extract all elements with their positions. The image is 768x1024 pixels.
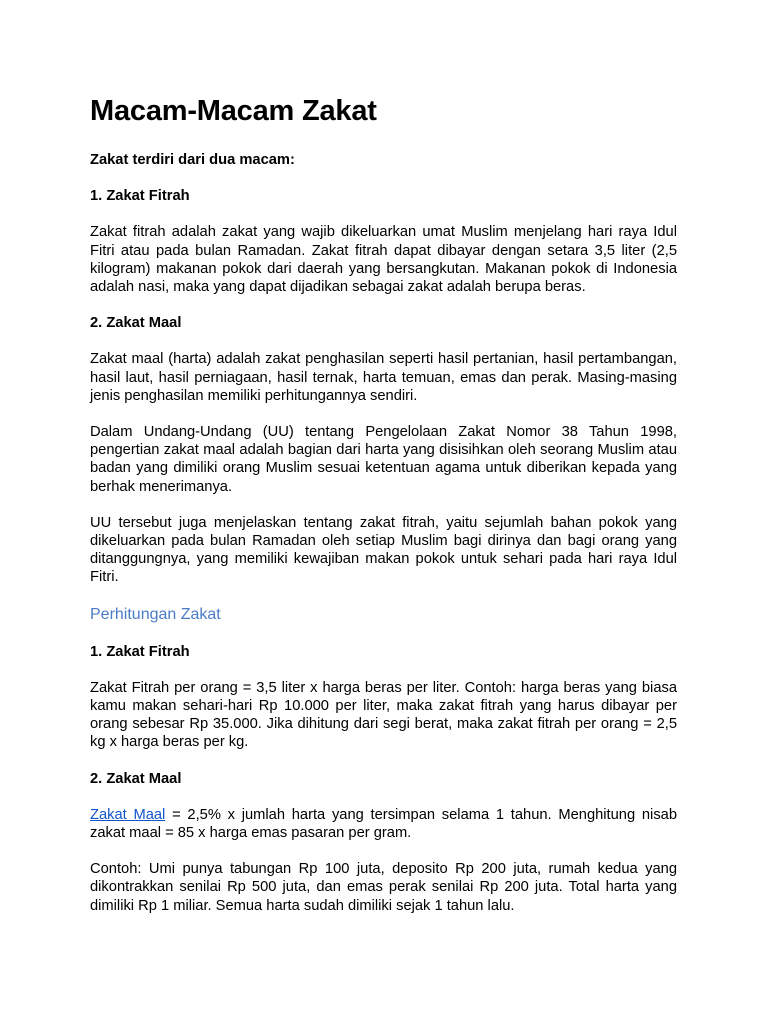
- section-heading-perhitungan: Perhitungan Zakat: [90, 605, 221, 623]
- calc-heading-zakat-fitrah: 1. Zakat Fitrah: [90, 643, 190, 660]
- document-title: Macam-Macam Zakat: [90, 95, 377, 127]
- calc-example-paragraph: Contoh: Umi punya tabungan Rp 100 juta, deposito Rp 200 juta, rumah kedua yang dikontrakkan senilai Rp 500 juta, dan emas perak senilai Rp 200 juta. Total harta yang dimiliki Rp 1 miliar. Semua harta sudah dimiliki sejak 1 tahun lalu.: [90, 861, 677, 914]
- zakat-maal-link[interactable]: Zakat Maal: [90, 806, 166, 823]
- paragraph-zakat-maal-law: Dalam Undang-Undang (UU) tentang Pengelolaan Zakat Nomor 38 Tahun 1998, pengertian zakat maal adalah bagian dari harta yang disisihkan oleh seorang Muslim atau badan yang dimiliki orang Muslim sesuai ketentuan agama untuk diberikan kepada yang berhak menerimanya.: [90, 424, 677, 495]
- paragraph-zakat-fitrah-law: UU tersebut juga menjelaskan tentang zakat fitrah, yaitu sejumlah bahan pokok yang dikeluarkan pada bulan Ramadan oleh setiap Muslim bagi dirinya dan bagi orang yang ditanggungnya, yang memiliki kewajiban makan pokok untuk sehari pada hari raya Idul Fitri.: [90, 514, 677, 586]
- paragraph-zakat-maal-definition: Zakat maal (harta) adalah zakat penghasilan seperti hasil pertanian, hasil pertambangan, hasil laut, hasil perniagaan, hasil ternak, harta temuan, emas dan perak. Masing-masing jenis penghasilan memiliki perhitungannya sendiri.: [90, 351, 677, 404]
- document-body: [90, 92, 677, 915]
- calc-paragraph-zakat-maal: [90, 806, 677, 842]
- calc-heading-zakat-maal: 2. Zakat Maal: [90, 770, 182, 787]
- calc-paragraph-zakat-maal-text: = 2,5% x jumlah harta yang tersimpan selama 1 tahun. Menghitung nisab zakat maal = 85 x harga emas pasaran per gram.: [90, 806, 678, 842]
- intro-text: Zakat terdiri dari dua macam:: [90, 152, 295, 168]
- calc-paragraph-zakat-fitrah: Zakat Fitrah per orang = 3,5 liter x harga beras per liter. Contoh: harga beras yang biasa kamu makan sehari-hari Rp 10.000 per liter, maka zakat fitrah yang harus dibayar per orang sebesar Rp 35.000. Jika dihitung dari segi berat, maka zakat fitrah per orang = 2,5 kg x harga beras per kg.: [90, 679, 677, 751]
- heading-zakat-maal: 2. Zakat Maal: [90, 315, 182, 332]
- paragraph-zakat-fitrah: Zakat fitrah adalah zakat yang wajib dikeluarkan umat Muslim menjelang hari raya Idul Fitri atau pada bulan Ramadan. Zakat fitrah dapat dibayar dengan setara 3,5 liter (2,5 kilogram) makanan pokok dari daerah yang bersangkutan. Makanan pokok di Indonesia adalah nasi, maka yang dapat dijadikan sebagai zakat adalah berupa beras.: [90, 224, 677, 296]
- heading-zakat-fitrah: 1. Zakat Fitrah: [90, 188, 190, 205]
